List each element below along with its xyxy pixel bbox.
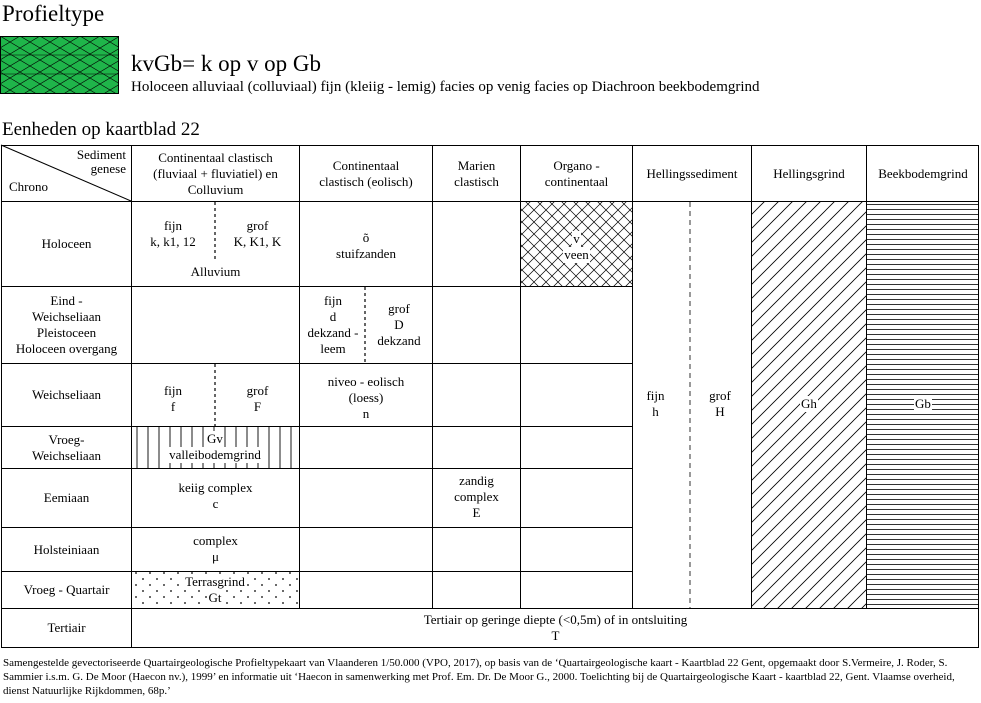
corner-sediment-label: Sediment genese xyxy=(76,147,126,176)
chrono-eemiaan: Eemiaan xyxy=(43,490,90,505)
source-footnote: Samengestelde gevectoriseerde Quartairgeologische Profieltypekaart van Vlaanderen 1/50.000 (VPO, 2017), op basis van de ‘Quartairgeologische kaart - Kaartblad 22 Gent, opgemaakt door S.Vermeire, J. Roder, S. Sammier i.s.m. G. De Moor (Haecon nv.), 1999’ en informatie uit ‘Haecon in samenwerking met Prof. Em. Dr. De Moor G., 2000. Toelichting bij de Quartairgeologische Kaart - kaartblad 22, Gent. Vlaamse overheid, dienst Natuurlijke Rijkdommen, 68p.’ xyxy=(3,657,955,697)
holoceen-grof: grof K, K1, K xyxy=(233,218,282,249)
header-cont-eolisch: Continentaal clastisch (eolisch) xyxy=(319,157,413,189)
legend-code: kvGb= k op v op Gb xyxy=(131,51,321,76)
holoceen-alluvium: Alluvium xyxy=(190,264,241,279)
chrono-tertiair: Tertiair xyxy=(47,620,86,635)
chrono-eind-weichseliaan: Eind - Weichseliaan Pleistoceen Holoceen overgang xyxy=(15,293,118,356)
page-title: Profieltype xyxy=(2,1,105,26)
chrono-holoceen: Holoceen xyxy=(41,236,92,251)
header-hellingssediment: Hellingssediment xyxy=(646,165,738,181)
legend-description: Holoceen alluviaal (colluviaal) fijn (kleiig - lemig) facies op venig facies op Diachroon beekbodemgrind xyxy=(131,79,760,95)
holoceen-fijn: fijn k, k1, 12 xyxy=(150,218,196,249)
corner-chrono-label: Chrono xyxy=(9,179,48,194)
header-hellingsgrind: Hellingsgrind xyxy=(773,165,845,181)
helling-fijn: fijn h xyxy=(646,388,665,419)
header-beekbodemgrind: Beekbodemgrind xyxy=(878,165,968,181)
holoceen-veen: v veen xyxy=(564,231,589,262)
header-marien: Marien clastisch xyxy=(454,157,499,189)
header-cont-clastisch: Continentaal clastisch (fluviaal + fluviatiel) en Colluvium xyxy=(153,149,278,197)
header-organo: Organo - continentaal xyxy=(544,157,609,189)
tertiair-description: Tertiair op geringe diepte (<0,5m) of in ontsluiting T xyxy=(423,612,688,643)
chrono-holsteiniaan: Holsteiniaan xyxy=(33,541,100,557)
chrono-vroeg-quartair: Vroeg - Quartair xyxy=(23,582,110,597)
vroeg-weich-valleibodemgrind: Gv valleibodemgrind xyxy=(169,431,261,462)
eind-fijn-dekzand-leem: fijn d dekzand - leem xyxy=(307,293,359,356)
weich-fijn: fijn f xyxy=(163,383,183,414)
units-title: Eenheden op kaartblad 22 xyxy=(2,119,200,140)
chrono-vroeg-weichseliaan: Vroeg- Weichseliaan xyxy=(32,431,101,463)
holoceen-stuifzanden: õ stuifzanden xyxy=(336,230,396,261)
weich-grof: grof F xyxy=(246,383,269,414)
holst-complex: complex μ xyxy=(193,533,238,564)
beekbodemgrind-gb: Gb xyxy=(915,396,931,411)
vq-terrasgrind: Terrasgrind Gt xyxy=(185,574,245,605)
eem-zandig-complex: zandig complex E xyxy=(454,473,499,520)
helling-grof: grof H xyxy=(709,388,731,419)
eind-grof-dekzand: grof D dekzand xyxy=(377,301,421,348)
chrono-weichseliaan: Weichseliaan xyxy=(32,387,101,402)
eem-keiig-complex: keiig complex c xyxy=(178,480,253,511)
weich-loess: niveo - eolisch (loess) n xyxy=(327,374,405,421)
hellingsgrind-gh: Gh xyxy=(801,396,817,411)
